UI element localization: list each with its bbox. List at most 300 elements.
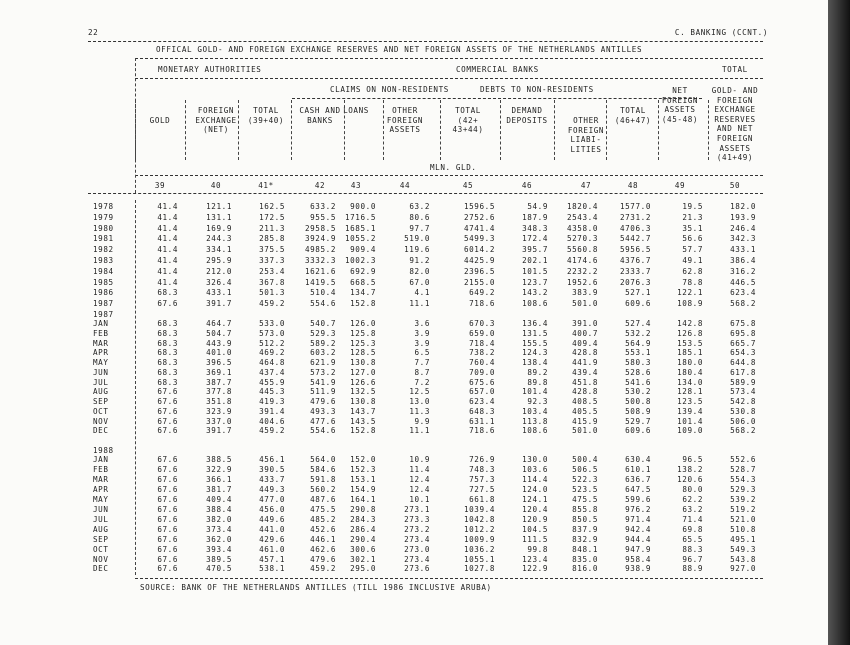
table-cell: 726.9 xyxy=(469,455,495,464)
table-cell: 273.0 xyxy=(404,544,430,554)
row-label: MAR xyxy=(93,338,109,348)
table-cell: 657.0 xyxy=(469,387,495,397)
column-header-line: AND NET xyxy=(716,124,754,134)
table-cell: 1009.9 xyxy=(463,534,495,544)
table-cell: 67.6 xyxy=(157,524,178,534)
table-cell: 501.0 xyxy=(572,299,598,309)
table-cell: 475.5 xyxy=(310,504,336,514)
table-cell: 477.0 xyxy=(259,494,285,504)
table-cell: 152.8 xyxy=(350,299,376,309)
column-header-line: (45-48) xyxy=(661,114,699,124)
table-cell: 837.9 xyxy=(572,524,598,534)
table-cell: 409.4 xyxy=(572,338,598,348)
table-cell: 49.1 xyxy=(682,256,703,265)
table-cell: 290.4 xyxy=(350,534,376,544)
table-cell: 246.4 xyxy=(730,223,756,233)
table-cell: 510.8 xyxy=(730,524,756,534)
table-cell: 367.8 xyxy=(259,277,285,287)
table-cell: 648.3 xyxy=(469,406,495,416)
row-label: JAN xyxy=(93,319,109,328)
column-header-line: TOTAL xyxy=(620,106,646,115)
table-cell: 6.5 xyxy=(414,348,430,358)
table-cell: 391.0 xyxy=(572,319,598,328)
table-cell: 692.9 xyxy=(350,266,376,276)
table-cell: 68.3 xyxy=(157,328,178,338)
table-cell: 92.3 xyxy=(527,397,548,406)
table-cell: 342.3 xyxy=(730,234,756,244)
table-cell: 377.8 xyxy=(206,387,232,397)
table-cell: 323.9 xyxy=(206,406,232,416)
table-cell: 91.2 xyxy=(409,256,430,265)
table-cell: 134.7 xyxy=(350,288,376,298)
table-cell: 757.3 xyxy=(469,474,495,484)
table-cell: 748.3 xyxy=(469,464,495,474)
column-divider xyxy=(135,58,136,193)
table-cell: 1596.5 xyxy=(463,202,495,211)
table-cell: 143.5 xyxy=(350,416,376,426)
table-cell: 290.8 xyxy=(350,504,376,514)
column-divider xyxy=(440,100,441,160)
table-cell: 661.8 xyxy=(469,494,495,504)
table-cell: 668.5 xyxy=(350,277,376,287)
table-cell: 437.4 xyxy=(259,367,285,377)
column-number: 41* xyxy=(258,181,274,190)
column-header-line: ASSETS xyxy=(389,125,421,135)
scan-edge xyxy=(828,0,850,645)
table-cell: 387.7 xyxy=(206,377,232,387)
group-monetary-authorities: MONETARY AUTHORITIES xyxy=(158,65,262,74)
table-cell: 67.6 xyxy=(157,494,178,504)
column-divider xyxy=(658,100,659,160)
table-cell: 1012.2 xyxy=(463,524,495,534)
table-cell: 96.7 xyxy=(682,554,703,564)
table-cell: 273.4 xyxy=(404,554,430,564)
table-cell: 511.9 xyxy=(310,387,336,397)
table-cell: 475.5 xyxy=(572,494,598,504)
table-cell: 362.0 xyxy=(206,534,232,544)
table-cell: 760.4 xyxy=(469,358,495,367)
table-cell: 1002.3 xyxy=(344,256,376,265)
table-cell: 532.2 xyxy=(625,328,651,338)
table-cell: 4741.4 xyxy=(463,223,495,233)
column-divider xyxy=(606,100,607,160)
table-cell: 2333.7 xyxy=(619,266,651,276)
table-cell: 153.5 xyxy=(677,338,703,348)
table-cell: 1685.1 xyxy=(344,223,376,233)
column-header-line: FOREIGN xyxy=(716,134,754,143)
table-cell: 122.1 xyxy=(677,288,703,298)
table-cell: 12.4 xyxy=(409,484,430,494)
table-cell: 462.6 xyxy=(310,544,336,554)
table-cell: 172.5 xyxy=(259,212,285,222)
table-cell: 4985.2 xyxy=(304,245,336,255)
table-cell: 123.5 xyxy=(677,397,703,406)
table-cell: 718.4 xyxy=(469,338,495,348)
table-cell: 80.0 xyxy=(682,484,703,494)
table-cell: 501.3 xyxy=(259,288,285,298)
table-cell: 5270.3 xyxy=(566,234,598,244)
table-cell: 153.1 xyxy=(350,474,376,484)
table-cell: 459.2 xyxy=(259,299,285,309)
row-label: APR xyxy=(93,348,109,358)
table-cell: 1577.0 xyxy=(619,202,651,211)
table-cell: 647.5 xyxy=(625,484,651,494)
table-cell: 12.5 xyxy=(409,387,430,397)
table-cell: 11.1 xyxy=(409,426,430,436)
section-label-1987: 1987 xyxy=(93,310,114,319)
table-cell: 564.9 xyxy=(625,338,651,348)
table-cell: 35.1 xyxy=(682,223,703,233)
table-cell: 126.8 xyxy=(677,328,703,338)
row-label: NOV xyxy=(93,416,109,426)
table-cell: 636.7 xyxy=(625,474,651,484)
table-cell: 13.0 xyxy=(409,397,430,406)
table-cell: 479.6 xyxy=(310,554,336,564)
table-cell: 8.7 xyxy=(414,367,430,377)
rule-top xyxy=(88,41,763,42)
table-cell: 452.6 xyxy=(310,524,336,534)
table-cell: 67.6 xyxy=(157,426,178,436)
row-label: JUL xyxy=(93,514,109,524)
table-cell: 67.6 xyxy=(157,554,178,564)
table-cell: 1055.2 xyxy=(344,234,376,244)
table-cell: 415.9 xyxy=(572,416,598,426)
table-cell: 554.6 xyxy=(310,426,336,436)
table-cell: 273.3 xyxy=(404,514,430,524)
table-cell: 244.3 xyxy=(206,234,232,244)
table-cell: 391.4 xyxy=(259,406,285,416)
table-cell: 433.1 xyxy=(206,288,232,298)
table-cell: 103.6 xyxy=(522,464,548,474)
column-number: 50 xyxy=(729,181,741,190)
table-cell: 3332.3 xyxy=(304,256,336,265)
table-cell: 633.2 xyxy=(310,202,336,211)
table-cell: 927.0 xyxy=(730,564,756,574)
column-divider xyxy=(291,100,292,160)
table-cell: 62.2 xyxy=(682,494,703,504)
table-cell: 1055.1 xyxy=(463,554,495,564)
table-cell: 41.4 xyxy=(157,266,178,276)
table-cell: 2958.5 xyxy=(304,223,336,233)
table-cell: 718.6 xyxy=(469,299,495,309)
table-cell: 202.1 xyxy=(522,256,548,265)
row-label: AUG xyxy=(93,387,109,397)
table-cell: 127.0 xyxy=(350,367,376,377)
table-cell: 487.6 xyxy=(310,494,336,504)
table-cell: 955.5 xyxy=(310,212,336,222)
table-cell: 540.7 xyxy=(310,319,336,328)
table-cell: 5560.8 xyxy=(566,245,598,255)
source-note: SOURCE: BANK OF THE NETHERLANDS ANTILLES (TILL 1986 INCLUSIVE ARUBA) xyxy=(140,583,492,592)
table-cell: 533.0 xyxy=(259,319,285,328)
table-cell: 124.1 xyxy=(522,494,548,504)
table-cell: 506.5 xyxy=(572,464,598,474)
table-cell: 521.0 xyxy=(730,514,756,524)
table-cell: 169.9 xyxy=(206,223,232,233)
table-cell: 942.4 xyxy=(625,524,651,534)
row-label: SEP xyxy=(93,534,109,544)
group-commercial-banks: COMMERCIAL BANKS xyxy=(456,65,539,74)
table-cell: 108.9 xyxy=(677,299,703,309)
row-label: DEC xyxy=(93,564,109,574)
section-heading: C. BANKING (CCNT.) xyxy=(674,28,768,37)
table-cell: 126.6 xyxy=(350,377,376,387)
table-cell: 1042.8 xyxy=(463,514,495,524)
table-cell: 589.9 xyxy=(730,377,756,387)
column-number: 43 xyxy=(350,181,362,190)
table-cell: 654.3 xyxy=(730,348,756,358)
table-cell: 273.2 xyxy=(404,524,430,534)
table-cell: 938.9 xyxy=(625,564,651,574)
table-cell: 470.5 xyxy=(206,564,232,574)
table-cell: 944.4 xyxy=(625,534,651,544)
table-cell: 396.5 xyxy=(206,358,232,367)
table-cell: 542.8 xyxy=(730,397,756,406)
table-cell: 855.8 xyxy=(572,504,598,514)
column-divider xyxy=(554,100,555,160)
table-cell: 449.3 xyxy=(259,484,285,494)
table-cell: 573.0 xyxy=(259,328,285,338)
table-cell: 1419.5 xyxy=(304,277,336,287)
column-header-line: EXCHANGE xyxy=(195,115,237,125)
table-cell: 528.6 xyxy=(625,367,651,377)
table-cell: 334.1 xyxy=(206,245,232,255)
column-header-line: OTHER xyxy=(573,116,599,125)
table-cell: 108.6 xyxy=(522,426,548,436)
table-cell: 128.1 xyxy=(677,387,703,397)
table-cell: 348.3 xyxy=(522,223,548,233)
table-cell: 120.9 xyxy=(522,514,548,524)
table-cell: 99.8 xyxy=(527,544,548,554)
table-cell: 456.1 xyxy=(259,455,285,464)
table-cell: 180.0 xyxy=(677,358,703,367)
table-cell: 273.1 xyxy=(404,504,430,514)
table-cell: 382.0 xyxy=(206,514,232,524)
table-cell: 621.9 xyxy=(310,358,336,367)
table-cell: 446.5 xyxy=(730,277,756,287)
table-cell: 609.6 xyxy=(625,299,651,309)
table-cell: 848.1 xyxy=(572,544,598,554)
table-cell: 500.8 xyxy=(625,397,651,406)
table-cell: 21.3 xyxy=(682,212,703,222)
column-number: 40 xyxy=(210,181,222,190)
table-cell: 589.2 xyxy=(310,338,336,348)
column-header-line: (NET) xyxy=(203,125,229,135)
table-cell: 337.3 xyxy=(259,256,285,265)
table-cell: 529.3 xyxy=(310,328,336,338)
column-number: 46 xyxy=(521,181,533,190)
table-cell: 441.9 xyxy=(572,358,598,367)
table-cell: 2155.0 xyxy=(463,277,495,287)
table-cell: 5442.7 xyxy=(619,234,651,244)
table-cell: 485.2 xyxy=(310,514,336,524)
row-label: JUL xyxy=(93,377,109,387)
table-cell: 351.8 xyxy=(206,397,232,406)
column-header-line: ASSETS xyxy=(719,143,751,153)
table-cell: 404.6 xyxy=(259,416,285,426)
table-cell: 459.2 xyxy=(310,564,336,574)
column-number: 44 xyxy=(399,181,411,190)
column-header-line: ASSETS xyxy=(664,105,696,115)
table-cell: 549.3 xyxy=(730,544,756,554)
table-cell: 631.1 xyxy=(469,416,495,426)
table-cell: 3.6 xyxy=(414,319,430,328)
table-cell: 143.7 xyxy=(350,406,376,416)
table-cell: 41.4 xyxy=(157,245,178,255)
section-label-1988: 1988 xyxy=(93,446,114,455)
table-cell: 560.2 xyxy=(310,484,336,494)
table-cell: 718.6 xyxy=(469,426,495,436)
column-divider xyxy=(135,200,136,575)
table-cell: 108.6 xyxy=(522,299,548,309)
column-number: 48 xyxy=(627,181,639,190)
table-cell: 7.2 xyxy=(414,377,430,387)
column-header-line: FOREIGN xyxy=(197,106,235,115)
table-cell: 286.4 xyxy=(350,524,376,534)
table-cell: 461.0 xyxy=(259,544,285,554)
table-cell: 2232.2 xyxy=(566,266,598,276)
table-cell: 369.1 xyxy=(206,367,232,377)
table-cell: 120.6 xyxy=(677,474,703,484)
table-cell: 573.2 xyxy=(310,367,336,377)
table-cell: 152.3 xyxy=(350,464,376,474)
table-cell: 479.6 xyxy=(310,397,336,406)
table-cell: 395.7 xyxy=(522,245,548,255)
table-cell: 80.6 xyxy=(409,212,430,222)
table-cell: 445.3 xyxy=(259,387,285,397)
row-label: FEB xyxy=(93,464,109,474)
row-label: DEC xyxy=(93,426,109,436)
table-cell: 68.3 xyxy=(157,377,178,387)
table-cell: 4425.9 xyxy=(463,256,495,265)
table-cell: 539.2 xyxy=(730,494,756,504)
table-cell: 68.3 xyxy=(157,288,178,298)
column-header-line: FOREIGN xyxy=(567,125,605,135)
table-cell: 67.6 xyxy=(157,474,178,484)
table-cell: 1952.6 xyxy=(566,277,598,287)
column-header-line: DEPOSITS xyxy=(506,115,548,125)
table-cell: 63.2 xyxy=(682,504,703,514)
table-cell: 976.2 xyxy=(625,504,651,514)
table-cell: 122.9 xyxy=(522,564,548,574)
table-cell: 124.0 xyxy=(522,484,548,494)
table-cell: 132.5 xyxy=(350,387,376,397)
table-cell: 57.7 xyxy=(682,245,703,255)
table-cell: 508.9 xyxy=(625,406,651,416)
table-cell: 41.4 xyxy=(157,277,178,287)
table-cell: 553.1 xyxy=(625,348,651,358)
table-cell: 130.0 xyxy=(522,455,548,464)
row-label: APR xyxy=(93,484,109,494)
row-label: 1986 xyxy=(93,288,114,298)
table-cell: 519.2 xyxy=(730,504,756,514)
table-cell: 2752.6 xyxy=(463,212,495,222)
row-label: 1982 xyxy=(93,245,114,255)
row-label: MAR xyxy=(93,474,109,484)
column-header-line: TOTAL xyxy=(455,106,481,115)
table-cell: 409.4 xyxy=(206,494,232,504)
table-cell: 67.6 xyxy=(157,397,178,406)
table-cell: 142.8 xyxy=(677,319,703,328)
table-cell: 433.1 xyxy=(730,245,756,255)
table-cell: 253.4 xyxy=(259,266,285,276)
table-cell: 4.1 xyxy=(414,288,430,298)
table-cell: 68.3 xyxy=(157,338,178,348)
column-header-line: EXCHANGE xyxy=(714,105,756,115)
table-cell: 172.4 xyxy=(522,234,548,244)
table-cell: 522.3 xyxy=(572,474,598,484)
column-divider xyxy=(500,100,501,160)
table-cell: 446.1 xyxy=(310,534,336,544)
column-header-line: NET xyxy=(672,86,688,95)
table-cell: 709.0 xyxy=(469,367,495,377)
table-cell: 302.1 xyxy=(350,554,376,564)
table-cell: 2731.2 xyxy=(619,212,651,222)
table-cell: 5956.5 xyxy=(619,245,651,255)
table-cell: 670.3 xyxy=(469,319,495,328)
table-cell: 381.7 xyxy=(206,484,232,494)
table-cell: 89.8 xyxy=(527,377,548,387)
table-cell: 727.5 xyxy=(469,484,495,494)
table-cell: 477.6 xyxy=(310,416,336,426)
table-cell: 285.8 xyxy=(259,234,285,244)
table-cell: 68.3 xyxy=(157,348,178,358)
table-cell: 63.2 xyxy=(409,202,430,211)
row-label: 1980 xyxy=(93,223,114,233)
table-cell: 541.9 xyxy=(310,377,336,387)
table-cell: 69.8 xyxy=(682,524,703,534)
table-cell: 104.5 xyxy=(522,524,548,534)
table-cell: 273.6 xyxy=(404,564,430,574)
column-header-line: (41+49) xyxy=(716,153,754,163)
table-cell: 405.5 xyxy=(572,406,598,416)
table-cell: 456.0 xyxy=(259,504,285,514)
table-cell: 568.2 xyxy=(730,299,756,309)
table-cell: 123.7 xyxy=(522,277,548,287)
table-cell: 152.0 xyxy=(350,455,376,464)
table-cell: 155.5 xyxy=(522,338,548,348)
table-cell: 1036.2 xyxy=(463,544,495,554)
column-number: 49 xyxy=(674,181,686,190)
table-cell: 530.8 xyxy=(730,406,756,416)
table-cell: 113.8 xyxy=(522,416,548,426)
table-cell: 675.6 xyxy=(469,377,495,387)
column-header-line: 43+44) xyxy=(452,125,484,135)
table-cell: 603.2 xyxy=(310,348,336,358)
table-cell: 816.0 xyxy=(572,564,598,574)
column-header-line: FOREIGN xyxy=(661,95,699,105)
table-cell: 180.4 xyxy=(677,367,703,377)
table-cell: 67.6 xyxy=(157,299,178,309)
column-header-line: GOLD- AND xyxy=(711,86,759,95)
table-cell: 65.5 xyxy=(682,534,703,544)
row-label: JUN xyxy=(93,504,109,514)
column-header-line: OTHER xyxy=(392,106,418,115)
table-cell: 564.0 xyxy=(310,455,336,464)
table-cell: 2543.4 xyxy=(566,212,598,222)
table-cell: 429.6 xyxy=(259,534,285,544)
table-cell: 68.3 xyxy=(157,358,178,367)
column-header-line: DEMAND xyxy=(511,106,543,115)
table-cell: 665.7 xyxy=(730,338,756,348)
table-cell: 738.2 xyxy=(469,348,495,358)
table-cell: 67.6 xyxy=(157,514,178,524)
column-header-line: (39+40) xyxy=(247,115,285,125)
table-cell: 67.6 xyxy=(157,387,178,397)
column-header-line: (46+47) xyxy=(614,115,652,125)
table-cell: 67.6 xyxy=(157,406,178,416)
rule xyxy=(135,175,763,176)
